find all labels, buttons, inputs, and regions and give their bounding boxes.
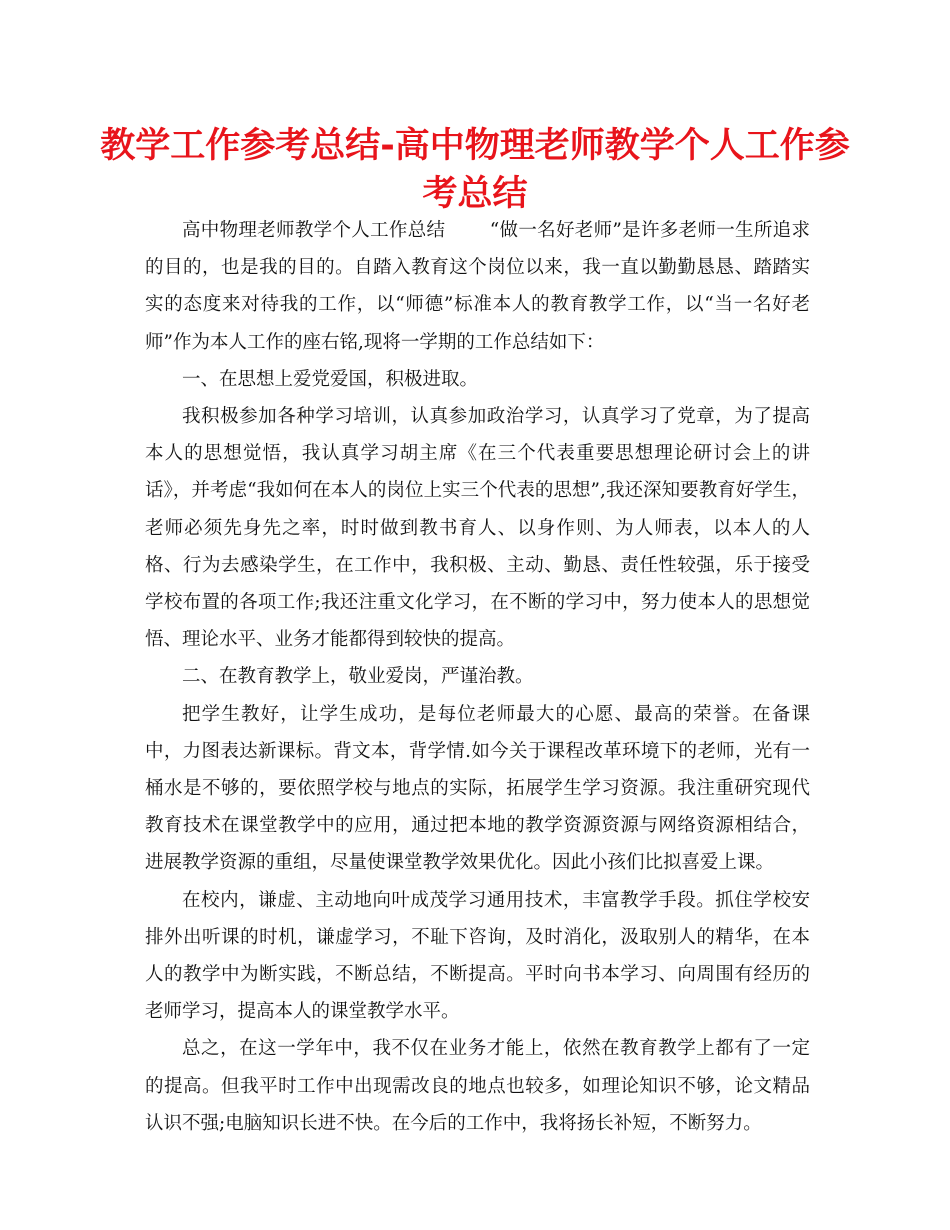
paragraph-section-1: 我积极参加各种学习培训，认真参加政治学习，认真学习了党章，为了提高本人的思想觉悟，我认真学习胡主席《在三个代表重要思想理论研讨会上的讲话》，并考虑“我如何在本人的岗位上实三个代表的思想”,我还深知要教育好学生，老师必须先身先之率，时时做到教书育人、以身作则、为人师表，以本人的人格、行为去感染学生，在工作中，我积极、主动、勤恳、责任性较强，乐于接受学校布置的各项工作;我还注重文化学习，在不断的学习中，努力使本人的思想觉悟、理论水平、业务才能都得到较快的提高。 [145,406,810,651]
section-heading-2: 二、在教育教学上，敬业爱岗，严谨治教。 [182,666,534,688]
intro-lead: 高中物理老师教学个人工作总结 [182,220,446,241]
paragraph-conclusion: 总之，在这一学年中，我不仅在业务才能上，依然在教育教学上都有了一定的提高。但我平时工作中出现需改良的地点也较多，如理论知识不够，论文精品认识不强;电脑知识长进不快。在今后的工作中，我将扬长补短，不断努力。 [145,1038,810,1134]
section-heading-1: 一、在思想上爱党爱国，积极进取。 [182,368,479,390]
intro-text: “做一名好老师”是许多老师一生所追求的目的，也是我的目的。自踏入教育这个岗位以来，我一直以勤勤恳恳、踏踏实实的态度来对待我的工作，以“师德”标准本人的教育教学工作，以“当一名好老师”作为本人工作的座右铭,现将一学期的工作总结如下： [145,220,810,353]
document-title: 教学工作参考总结-高中物理老师教学个人工作参考总结 [100,126,850,214]
paragraph-section-2b: 在校内，谦虚、主动地向叶成茂学习通用技术，丰富教学手段。抓住学校安排外出听课的时机，谦虚学习，不耻下咨询，及时消化，汲取别人的精华，在本人的教学中为断实践，不断总结，不断提高。平时向书本学习、向周围有经历的老师学习，提高本人的课堂教学水平。 [145,889,810,1023]
document-body [145,212,810,1142]
paragraph-section-2a: 把学生教好，让学生成功，是每位老师最大的心愿、最高的荣誉。在备课中，力图表达新课标。背文本，背学情.如今关于课程改革环境下的老师，光有一桶水是不够的，要依照学校与地点的实际，拓展学生学习资源。我注重研究现代教育技术在课堂教学中的应用，通过把本地的教学资源资源与网络资源相结合，进展教学资源的重组，尽量使课堂教学效果优化。因此小孩们比拟喜爱上课。 [145,703,810,874]
paragraph-intro [145,212,810,361]
